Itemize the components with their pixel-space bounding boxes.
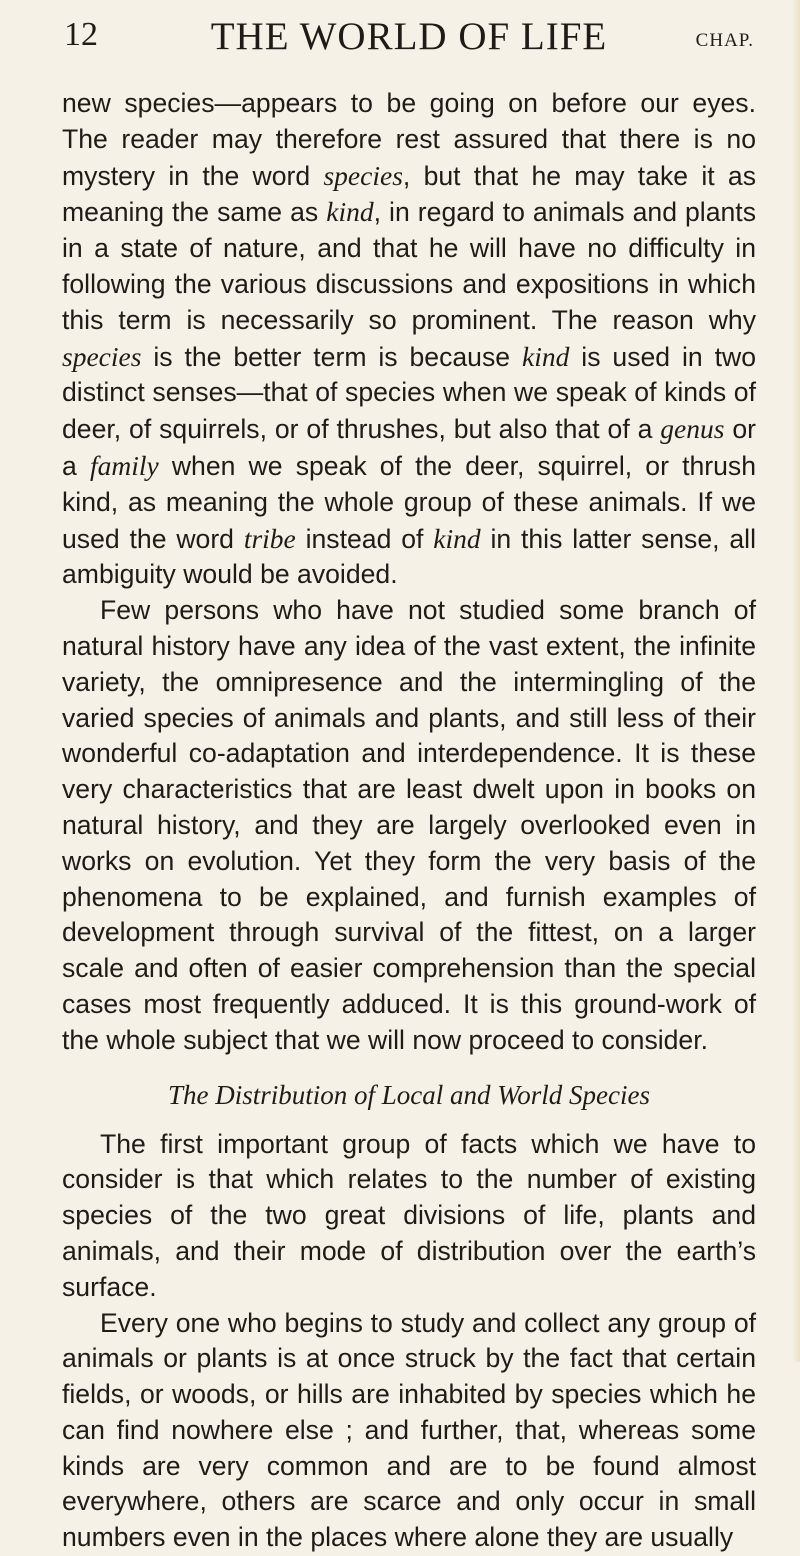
italic-term: kind xyxy=(433,523,480,554)
italic-term: species xyxy=(323,160,402,191)
text-run: when we speak of the deer, squirrel, or thrush kind, as meaning the whole group of these animals. If we used the word xyxy=(62,451,756,554)
text-run: instead of xyxy=(296,524,433,554)
paragraph-continuation xyxy=(62,86,756,593)
italic-term: tribe xyxy=(244,523,296,554)
paragraph: Few persons who have not studied some branch of natural history have any idea of the vast extent, the infinite variety, the omnipresence and the intermingling of the varied species of animals and plants, and still less of their wonderful co-adaptation and interdependence. It is these very characteristics that are least dwelt upon in books on natural history, and they are largely overlooked even in works on evolution. Yet they form the very basis of the phenomena to be explained, and furnish examples of development through survival of the fittest, on a larger scale and often of easier comprehension than the special cases most frequently adduced. It is this ground-work of the whole subject that we will now proceed to consider. xyxy=(62,593,756,1058)
page-edge-shadow xyxy=(792,0,800,1362)
text-run: new species—appears to be going on before our eyes. The reader may therefore rest assured that there is no mystery in the word xyxy=(62,88,756,191)
text-run: or a xyxy=(62,414,756,481)
chapter-label: CHAP. xyxy=(696,30,754,52)
page-number: 12 xyxy=(64,16,98,54)
text-run: is used in two distinct senses—that of species when we speak of kinds of deer, of squirrels, or of thrushes, but also that of a xyxy=(62,342,756,445)
italic-term: genus xyxy=(660,413,724,444)
section-heading: The Distribution of Local and World Species xyxy=(62,1077,756,1113)
paragraph: The first important group of facts which we have to consider is that which relates to the number of existing species of the two great divisions of life, plants and animals, and their mode of distribution over the earth’s surface. xyxy=(62,1127,756,1306)
text-run: , in regard to animals and plants in a state of nature, and that he will have no difficulty in following the various discussions and expositions in which this term is necessarily so prominent. The reason why xyxy=(62,197,756,334)
page-header xyxy=(62,0,756,86)
italic-term: kind xyxy=(326,196,373,227)
italic-term: kind xyxy=(522,341,569,372)
italic-term: family xyxy=(90,450,159,481)
text-run: in this latter sense, all ambiguity would be avoided. xyxy=(62,524,756,590)
italic-term: species xyxy=(62,341,141,372)
text-run: is the better term is because xyxy=(141,342,522,372)
text-run: , but that he may take it as meaning the same as xyxy=(62,161,756,228)
body-text xyxy=(62,86,756,1556)
running-title: THE WORLD OF LIFE xyxy=(62,14,756,59)
paragraph: Every one who begins to study and collect any group of animals or plants is at once struck by the fact that certain fields, or woods, or hills are inhabited by species which he can find nowhere else ; and further, that, whereas some kinds are very common and are to be found almost everywhere, others are scarce and only occur in small numbers even in the places where alone they are usually xyxy=(62,1306,756,1556)
